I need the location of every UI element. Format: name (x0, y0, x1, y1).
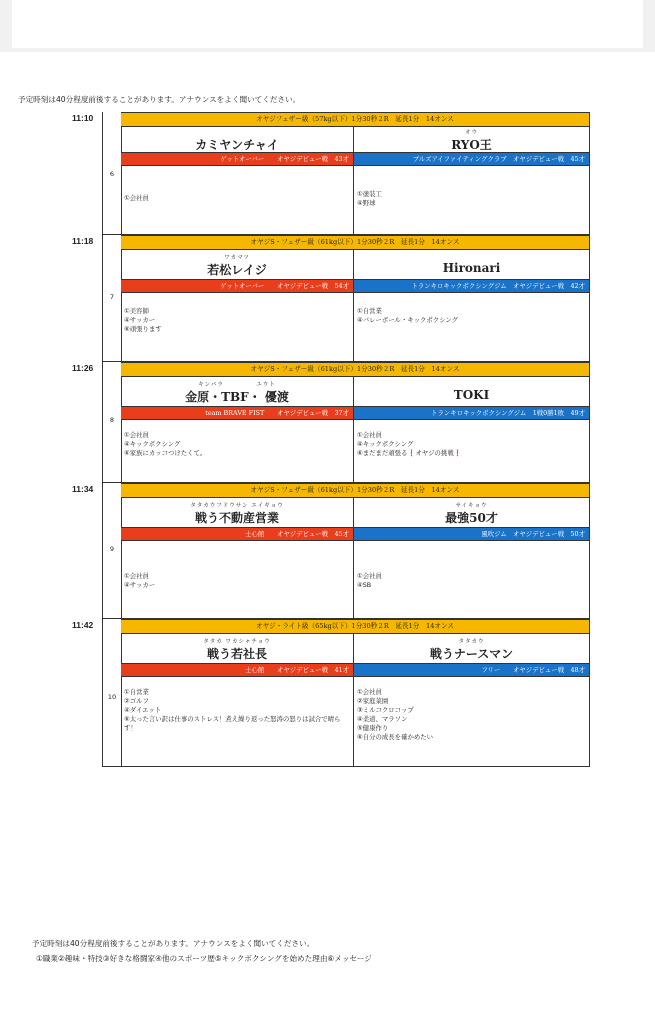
profile-line: ⑥太った言い訳は仕事のストレス！煮え繰り返った怒涛の怒りは試合で晴らす！ (124, 715, 341, 732)
fighter-blue-corner (354, 633, 589, 766)
profile-line: ①会社員 (124, 431, 149, 439)
fighter-profile (357, 307, 587, 325)
fighter-blue-corner (354, 376, 589, 482)
bout-number-column (103, 619, 122, 766)
bout-number-column (103, 483, 122, 618)
profile-line: ⑥まだまだ頑張る❗オヤジの挑戦❗ (357, 449, 462, 457)
fighter-red-corner (121, 497, 354, 618)
profile-line: ①美容師 (124, 307, 149, 315)
fighter-name: 戦う若社長 (206, 647, 267, 661)
fighter-profile (357, 190, 587, 208)
fighter-profile (124, 307, 351, 334)
bout-number-column (103, 362, 122, 482)
bout-time: 11:10 (72, 113, 94, 123)
profile-line: ①会社員 (357, 688, 382, 696)
bout-grid (102, 483, 590, 619)
profile-line: ①塗装工 (357, 190, 382, 198)
fighter-profile (124, 431, 351, 458)
bout-grid (102, 235, 590, 362)
fighter-name: カミヤンチャイ (195, 138, 279, 152)
exclamation-icon: ❗ (453, 449, 462, 457)
fighter-team-bar: フリー オヤジデビュー戦 48才 (354, 663, 589, 677)
profile-line: ⑤健康作り (357, 724, 389, 732)
profile-line: ①会社員 (357, 431, 382, 439)
weight-class-header: オヤジS・フェザー級（61kg以下）1分30秒２R 延長1分 14オンス (121, 235, 589, 250)
fighter-name-reading: キンバラ ユウト (198, 382, 276, 388)
fighter-name: Hironari (442, 261, 501, 275)
bout-row (72, 619, 590, 767)
profile-line: ④バレーボール・キックボクシング (357, 316, 459, 324)
bout-time: 11:34 (72, 484, 94, 494)
profile-line: ④SB (357, 581, 372, 589)
fighter-profile (124, 194, 351, 203)
bout-time: 11:18 (72, 236, 94, 246)
bout-grid (102, 362, 590, 483)
fighter-blue-corner (354, 497, 589, 618)
fighter-name-reading: オウ (464, 130, 478, 136)
fighter-team-bar: ゲットオーバー オヤジデビュー戦 54才 (121, 279, 353, 293)
bout-row (72, 362, 590, 483)
fighter-team-bar: ゲットオーバー オヤジデビュー戦 43才 (121, 152, 353, 166)
fighter-profile (357, 688, 587, 742)
bout-grid (102, 112, 590, 235)
schedule-notice-bottom: 予定時刻は40分程度前後することがあります。アナウンスをよく聞いてください。 (32, 939, 315, 948)
bout-number: 7 (109, 293, 115, 301)
fighter-name: RYO王 (451, 138, 492, 152)
profile-line: ④ダイエット (124, 706, 162, 714)
fighter-name: 金原・TBF・ 優渡 (185, 390, 289, 404)
profile-line: ⑥頑張ります (124, 325, 162, 333)
weight-class-header: オヤジ・ライト級（65kg以下）1分30秒２R 延長1分 14オンス (121, 619, 589, 634)
bout-row (72, 112, 590, 235)
fighter-profile (124, 688, 351, 733)
weight-class-header: オヤジフェザー級（57kg以下）1分30秒２R 延長1分 14オンス (121, 112, 589, 127)
bout-number-column (103, 235, 122, 361)
weight-class-header: オヤジS・フェザー級（61kg以下）1分30秒２R 延長1分 14オンス (121, 362, 589, 377)
bout-time: 11:26 (72, 363, 94, 373)
bout-row (72, 483, 590, 619)
bout-number-column (103, 112, 122, 234)
profile-line: ②ゴルフ (124, 697, 149, 705)
fighter-team-bar: ブルズアイファイティングクラブ オヤジデビュー戦 45才 (354, 152, 589, 166)
fighter-red-corner (121, 633, 354, 766)
bout-number: 9 (109, 545, 115, 553)
profile-line: ⑥自分の成長を確かめたい (357, 733, 434, 741)
bout-number: 8 (109, 416, 115, 424)
fighter-profile (357, 431, 587, 458)
fighter-name-reading: タタカウフドウサン エイギョウ (190, 503, 284, 509)
fighter-team-bar: team BRAVE FIST オヤジデビュー戦 37才 (121, 406, 353, 420)
bout-grid (102, 619, 590, 767)
page-top-margin (0, 0, 655, 52)
profile-line: ④サッカー (124, 581, 156, 589)
fighter-team-bar: 士心館 オヤジデビュー戦 45才 (121, 527, 353, 541)
fighter-red-corner (121, 376, 354, 482)
profile-line: ①会社員 (124, 194, 149, 202)
fighter-profile (124, 572, 351, 590)
profile-line: ①会社員 (124, 572, 149, 580)
profile-line: ②家庭菜園 (357, 697, 389, 705)
fighter-name-reading: ワカマツ (224, 255, 250, 261)
fighter-blue-corner (354, 249, 589, 361)
fighter-name-reading: タタカウ (458, 639, 485, 645)
profile-line: ④サッカー (124, 316, 156, 324)
fighter-name-reading: タタカ ワカシャチョウ (203, 639, 271, 645)
profile-line: ④キックボクシング (357, 440, 414, 448)
fighter-red-corner (121, 249, 354, 361)
profile-line: ①自営業 (124, 688, 149, 696)
fighter-blue-corner (354, 126, 589, 234)
exclamation-icon: ❗ (407, 449, 416, 457)
weight-class-header: オヤジS・フェザー級（61kg以下）1分30秒２R 延長1分 14オンス (121, 483, 589, 498)
bout-row (72, 235, 590, 362)
fighter-team-bar: トランキロキックボクシングジム オヤジデビュー戦 42才 (354, 279, 589, 293)
schedule-notice-top: 予定時刻は40分程度前後することがあります。アナウンスをよく聞いてください。 (18, 95, 301, 104)
fighter-name: 戦うナースマン (429, 647, 514, 661)
profile-line: ⑥家族にカッコつけたくて。 (124, 449, 207, 457)
profile-line: ①自営業 (357, 307, 382, 315)
bout-time: 11:42 (72, 620, 94, 630)
fighter-name-reading: サイキョウ (455, 503, 488, 509)
profile-line: ④野球 (357, 199, 376, 207)
bout-number: 10 (107, 693, 117, 701)
fighter-team-bar: 風吹ジム オヤジデビュー戦 50才 (354, 527, 589, 541)
bout-number: 6 (109, 170, 115, 178)
profile-line: ④キックボクシング (124, 440, 181, 448)
fighter-name: 戦う不動産営業 (194, 511, 279, 525)
profile-line: ③ミルコクロコップ (357, 706, 414, 714)
fighter-name: 最強50才 (445, 511, 498, 525)
fighter-team-bar: 士心館 オヤジデビュー戦 41才 (121, 663, 353, 677)
fighter-profile (357, 572, 587, 590)
fighter-name: TOKI (453, 388, 490, 402)
fighter-red-corner (121, 126, 354, 234)
profile-line: ①会社員 (357, 572, 382, 580)
fighter-name: 若松レイジ (207, 263, 267, 277)
profile-line: ④柔道、マラソン (357, 715, 408, 723)
profile-legend: ①職業②趣味・特技③好きな格闘家④他のスポーツ歴⑤キックボクシングを始めた理由⑥メッセージ (36, 954, 372, 963)
bout-schedule-table (72, 112, 590, 767)
fighter-team-bar: トランキロキックボクシングジム 1戦0勝1敗 49才 (354, 406, 589, 420)
